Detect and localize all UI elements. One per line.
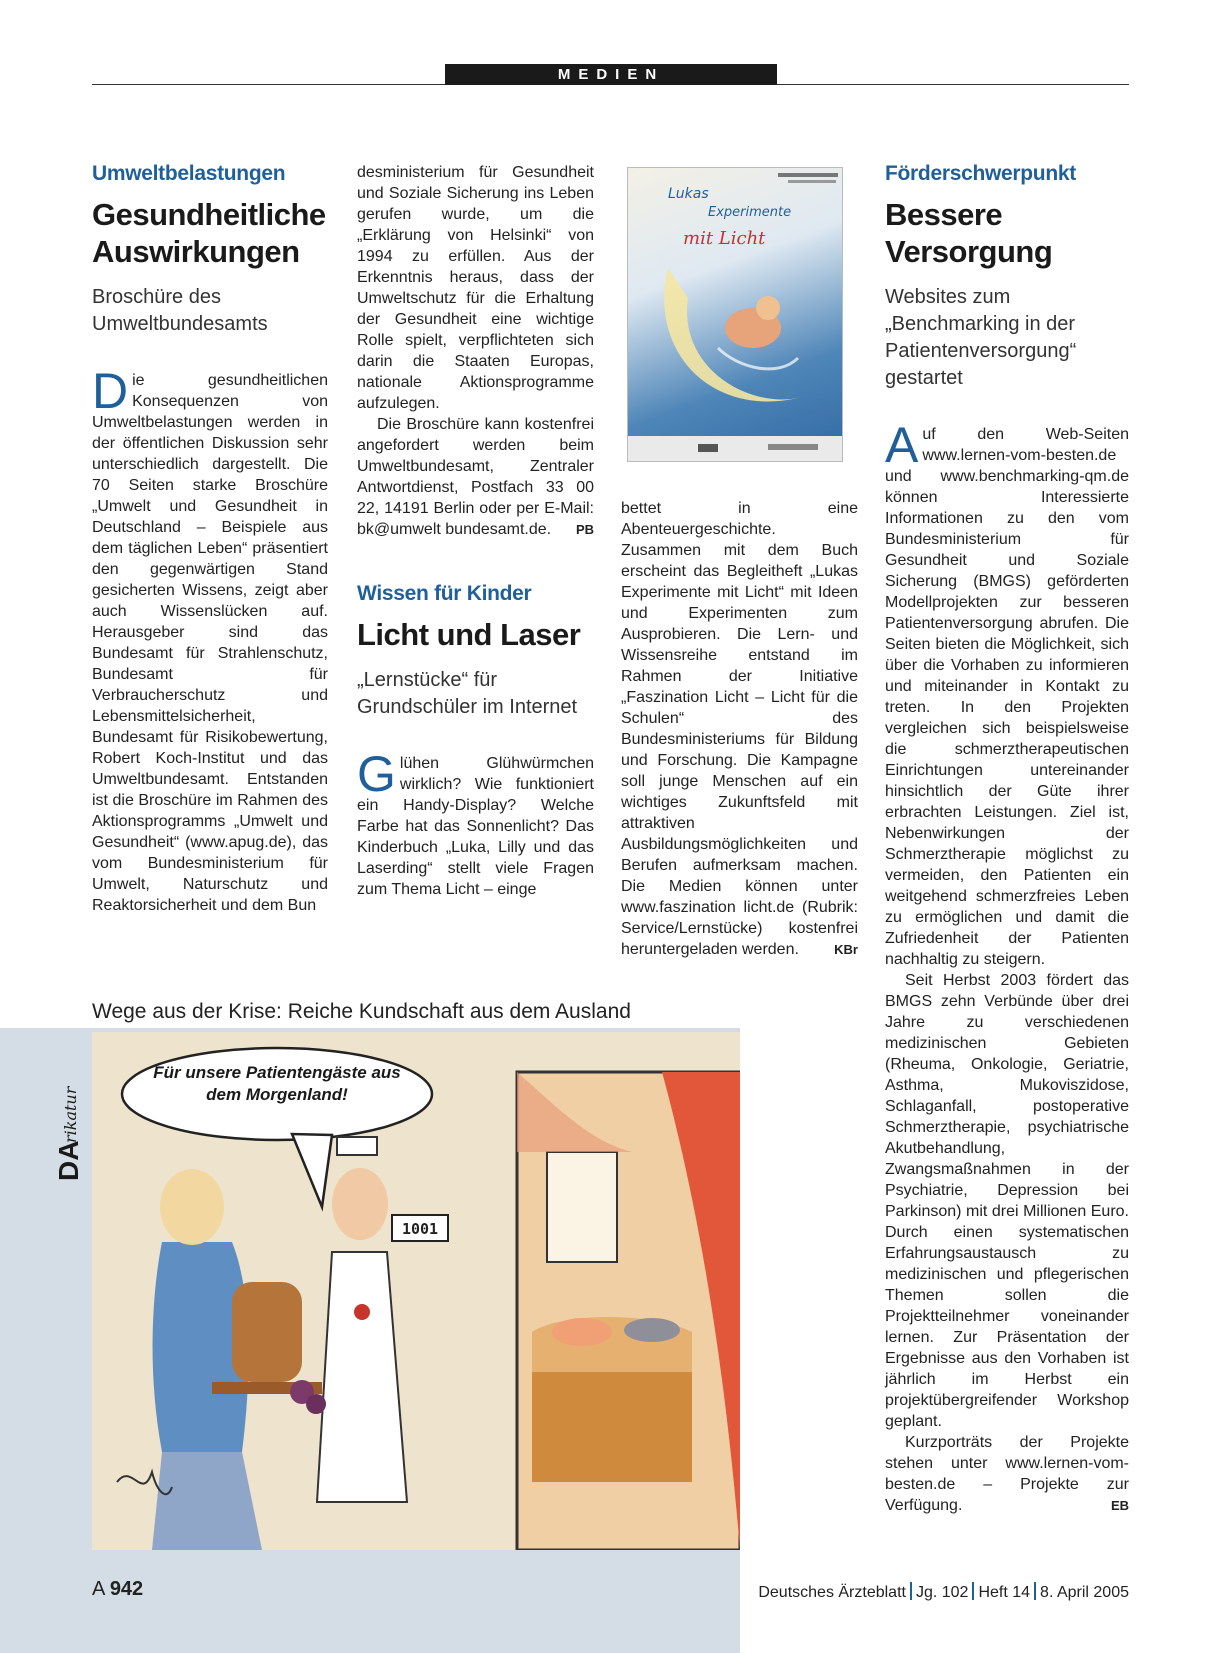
article-paragraph: Kurzporträts der Projekte stehen unter www.lernen-vom-besten.de – Projekte zur Verfügung. EB [885, 1434, 1129, 1514]
book-title: Lukas [668, 186, 709, 202]
cartoon-door-number: 1001 [401, 1220, 439, 1238]
drop-cap: D [92, 363, 129, 419]
cartoon-label-rikatur: rikatur [61, 1086, 80, 1143]
section-label: MEDIEN [445, 64, 777, 85]
article-versorgung-col4 [885, 160, 1129, 1516]
article-rubric: Umweltbelastungen [92, 162, 286, 185]
book-title: Experimente [708, 205, 792, 220]
article-licht-col3 [621, 498, 858, 960]
cartoon-speech-text: Für unsere Patientengäste aus dem Morgenland! [153, 1063, 401, 1104]
article-umwelt-col2 [357, 162, 594, 900]
article-headline: Bessere Versorgung [885, 197, 1053, 269]
article-paragraph: bettet in eine Abenteuergeschichte. Zusammen mit dem Buch erscheint das Begleitheft „Lukas Experimente mit Licht“ mit Ideen und Experimenten zum Ausprobieren. Die Lern- und Wissensreihe entstand im Rahmen der Initiative „Faszination Licht – Licht für die Schulen“ des Bundesministeriums für Bildung und Forschung. Die Kampagne soll junge Menschen auf ein wichtiges Zukunftsfeld mit attraktiven Ausbildungsmöglichkeiten und Berufen aufmerksam machen. Die Medien können unter www.faszination licht.de (Rubrik: Service/Lernstücke) kostenfrei heruntergeladen werden. KBr [621, 500, 858, 958]
journal-volume: Jg. 102 [915, 1584, 969, 1601]
drop-cap: G [357, 746, 396, 802]
cartoon-section-label [50, 1055, 90, 1185]
journal-name: Deutsches Ärzteblatt [758, 1584, 906, 1601]
cartoon-caption: Wege aus der Krise: Reiche Kundschaft aus dem Ausland [92, 1000, 631, 1023]
author-signature: KBr [834, 942, 858, 957]
cartoon-illustration [92, 1032, 740, 1550]
article-paragraph: desministerium für Gesundheit und Soziale Sicherung ins Leben gerufen wurde, um die „Erklärung von Helsinki“ von 1994 zu erfüllen. Aus der Erkenntnis heraus, dass der Umweltschutz für die Erhaltung der Gesundheit eine wichtige Rolle spielt, verpflichteten sich darin die Staaten Europas, nationale Aktionsprogramme aufzulegen. [357, 164, 594, 412]
author-signature: PB [575, 522, 594, 537]
article-headline: Licht und Laser [357, 617, 581, 652]
article-paragraph: Seit Herbst 2003 fördert das BMGS zehn Verbünde über drei Jahre zu verschiedenen medizinischen Gebieten (Rheuma, Onkologie, Geriatrie, Asthma, Mukoviszidose, Schlaganfall, postoperative Schmerztherapie, psychiatrische Akutbehandlung, Zwangsmaßnahmen in der Psychiatrie, Depression bei Parkinson) mit drei Millionen Euro. Durch einen systematischen Erfahrungsaustausch zu medizinischen und pflegerischen Themen sollen die Projektteilnehmer voneinander lernen. Zur Präsentation der Ergebnisse aus den Vorhaben ist jährlich im Herbst ein projektübergreifender Workshop geplant. [885, 972, 1129, 1430]
article-paragraph: Die Broschüre kann kostenfrei angefordert werden beim Umweltbundesamt, Zentraler Antwortdienst, Postfach 33 00 22, 14191 Berlin oder per E-Mail: bk@umwelt bundesamt.de. PB [357, 416, 594, 538]
journal-footer [758, 1582, 1129, 1602]
article-subline: „Lernstücke“ für Grundschüler im Internet [357, 669, 578, 718]
author-signature: EB [1110, 1498, 1129, 1513]
article-subline: Broschüre des Umweltbundesamts [92, 286, 268, 335]
drop-cap: A [885, 417, 919, 473]
journal-date: 8. April 2005 [1040, 1584, 1129, 1601]
journal-issue: Heft 14 [978, 1584, 1031, 1601]
article-rubric: Förderschwerpunkt [885, 162, 1076, 185]
cartoon-label-da: DA [53, 1140, 84, 1181]
article-subline: Websites zum „Benchmarking in der Patientenversorgung“ gestartet [885, 286, 1077, 389]
book-cover-image [627, 167, 843, 462]
book-title: mit Licht [683, 228, 766, 249]
article-paragraph: Glühen Glühwürmchen wirklich? Wie funktioniert ein Handy-Display? Welche Farbe hat das Sonnenlicht? Das Kinderbuch „Luka, Lilly und das Laserding“ stellt viele Fragen zum Thema Licht – einge [357, 746, 594, 898]
article-paragraph: Die gesundheitlichen Konsequenzen von Umweltbelastungen werden in der öffentlichen Diskussion sehr unterschiedlich dargestellt. Die 70 Seiten starke Broschüre „Umwelt und Gesundheit in Deutschland – Beispiele aus dem täglichen Leben“ präsentiert den gegenwärtigen Stand gesicherten Wissens, zeigt aber auch Wissenslücken auf. Herausgeber sind das Bundesamt für Strahlenschutz, Bundesamt für Verbraucherschutz und Lebensmittelsicherheit, Bundesamt für Risikobewertung, Robert Koch-Institut und das Umweltbundesamt. Entstanden ist die Broschüre im Rahmen des Aktionsprogramms „Umwelt und Gesundheit“ (www.apug.de), das vom Bundesministerium für Umwelt, Naturschutz und Reaktorsicherheit und dem Bun [92, 363, 328, 914]
article-rubric: Wissen für Kinder [357, 582, 532, 605]
book-cover-illustration [628, 168, 843, 462]
article-paragraph: Auf den Web-Seiten www.lernen-vom-besten.de und www.benchmarking-qm.de können Interessierte Informationen zu den vom Bundesministerium für Gesundheit und Soziale Sicherung (BMGS) geförderten Modellprojekten zur besseren Patientenversorgung abrufen. Die Seiten bieten die Möglichkeit, sich über die Vorhaben zu informieren und miteinander in Kontakt zu treten. In den Projekten vergleichen sich beispielsweise die schmerztherapeutischen Einrichtungen untereinander hinsichtlich der Güte ihrer erbrachten Leistungen. Ziel ist, Nebenwirkungen der Schmerztherapie möglichst zu vermeiden, den Patienten ein weitgehend schmerzfreies Leben zu ermöglichen und damit die Zufriedenheit der Patienten nachhaltig zu steigern. [885, 417, 1129, 968]
article-headline: Gesundheitliche Auswirkungen [92, 197, 326, 269]
page-number: A 942 [92, 1578, 144, 1600]
article-umwelt-col1 [92, 160, 328, 916]
